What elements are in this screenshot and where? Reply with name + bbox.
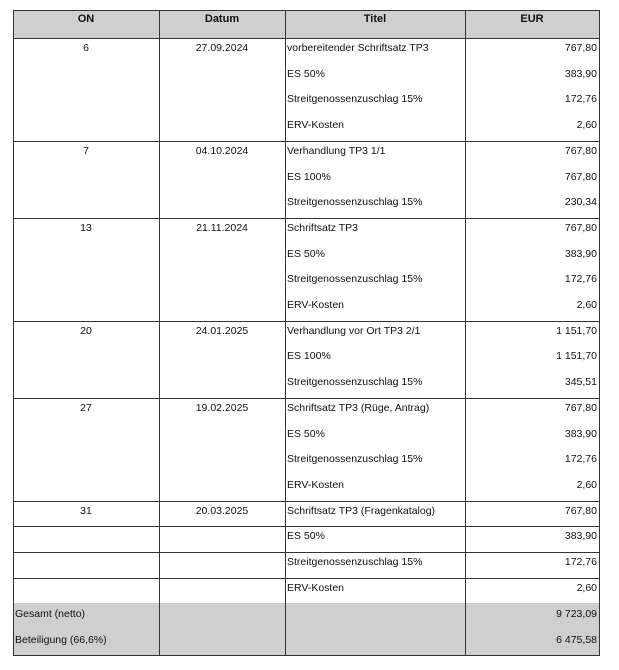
column-header-on: ON bbox=[77, 13, 95, 25]
on-cell: 20 bbox=[80, 324, 92, 337]
title-cell: Schriftsatz TP3 (Rüge, Antrag) bbox=[287, 401, 430, 414]
title-cell: ERV-Kosten bbox=[287, 119, 345, 132]
total-label: Gesamt (netto) bbox=[15, 608, 86, 621]
fee-table bbox=[13, 10, 599, 662]
eur-cell: 767,80 bbox=[564, 221, 597, 234]
eur-cell: 2,60 bbox=[576, 299, 597, 311]
title-cell: Streitgenossenzuschlag 15% bbox=[287, 273, 423, 286]
column-divider bbox=[285, 10, 286, 656]
title-cell: Streitgenossenzuschlag 15% bbox=[287, 93, 423, 106]
eur-cell: 172,76 bbox=[564, 93, 597, 106]
title-cell: Streitgenossenzuschlag 15% bbox=[287, 196, 423, 209]
title-cell: ERV-Kosten bbox=[287, 299, 345, 311]
eur-cell: 767,80 bbox=[564, 170, 597, 183]
row-divider bbox=[13, 321, 600, 322]
title-cell: ES 100% bbox=[287, 170, 331, 183]
title-cell: ES 50% bbox=[287, 67, 325, 80]
row-divider bbox=[13, 552, 600, 553]
row-divider bbox=[13, 655, 600, 656]
title-cell: Streitgenossenzuschlag 15% bbox=[287, 376, 423, 389]
eur-cell: 230,34 bbox=[564, 196, 597, 209]
eur-cell: 172,76 bbox=[564, 453, 597, 466]
date-cell: 04.10.2024 bbox=[195, 144, 249, 157]
eur-cell: 172,76 bbox=[564, 556, 597, 568]
on-cell: 13 bbox=[80, 221, 92, 234]
title-cell: ERV-Kosten bbox=[287, 581, 345, 594]
eur-cell: 383,90 bbox=[564, 67, 597, 80]
title-cell: Schriftsatz TP3 (Fragenkatalog) bbox=[287, 504, 436, 517]
row-divider bbox=[13, 38, 600, 39]
title-cell: Verhandlung vor Ort TP3 2/1 bbox=[287, 324, 421, 337]
column-divider bbox=[13, 10, 14, 656]
column-header-eur: EUR bbox=[520, 13, 544, 25]
on-cell: 27 bbox=[80, 401, 92, 414]
title-cell: vorbereitender Schriftsatz TP3 bbox=[287, 42, 429, 54]
eur-cell: 383,90 bbox=[564, 247, 597, 260]
eur-cell: 1 151,70 bbox=[556, 350, 597, 363]
row-divider bbox=[13, 501, 600, 502]
row-divider bbox=[13, 141, 600, 142]
title-cell: Streitgenossenzuschlag 15% bbox=[287, 556, 423, 568]
title-cell: ERV-Kosten bbox=[287, 478, 345, 491]
on-cell: 31 bbox=[80, 504, 92, 517]
on-cell: 7 bbox=[83, 144, 89, 157]
eur-cell: 1 151,70 bbox=[556, 324, 597, 337]
title-cell: ES 50% bbox=[287, 530, 325, 543]
total-value: 6 475,58 bbox=[556, 634, 597, 647]
eur-cell: 767,80 bbox=[564, 401, 597, 414]
date-cell: 24.01.2025 bbox=[195, 324, 249, 337]
title-cell: Verhandlung TP3 1/1 bbox=[287, 144, 386, 157]
date-cell: 21.11.2024 bbox=[196, 221, 248, 234]
eur-cell: 2,60 bbox=[576, 478, 597, 491]
title-cell: ES 50% bbox=[287, 427, 325, 440]
on-cell: 6 bbox=[83, 42, 89, 54]
column-divider bbox=[599, 10, 600, 656]
date-cell: 20.03.2025 bbox=[195, 504, 249, 517]
title-cell: ES 50% bbox=[287, 247, 325, 260]
eur-cell: 767,80 bbox=[564, 42, 597, 54]
eur-cell: 383,90 bbox=[564, 427, 597, 440]
row-divider bbox=[13, 10, 600, 11]
date-cell: 19.02.2025 bbox=[195, 401, 249, 414]
title-cell: ES 100% bbox=[287, 350, 331, 363]
row-divider bbox=[13, 526, 600, 527]
eur-cell: 2,60 bbox=[576, 119, 597, 132]
eur-cell: 345,51 bbox=[564, 376, 597, 389]
total-value: 9 723,09 bbox=[556, 608, 597, 621]
column-header-datum: Datum bbox=[204, 13, 240, 25]
row-divider bbox=[13, 578, 600, 579]
eur-cell: 767,80 bbox=[564, 504, 597, 517]
eur-cell: 767,80 bbox=[564, 144, 597, 157]
column-divider bbox=[465, 10, 466, 656]
row-divider bbox=[13, 218, 600, 219]
column-header-titel: Titel bbox=[363, 13, 387, 25]
column-divider bbox=[159, 10, 160, 656]
total-label: Beteiligung (66,6%) bbox=[15, 634, 107, 647]
eur-cell: 2,60 bbox=[576, 581, 597, 594]
eur-cell: 383,90 bbox=[564, 530, 597, 543]
date-cell: 27.09.2024 bbox=[195, 42, 249, 54]
eur-cell: 172,76 bbox=[564, 273, 597, 286]
title-cell: Streitgenossenzuschlag 15% bbox=[287, 453, 423, 466]
title-cell: Schriftsatz TP3 bbox=[287, 221, 358, 234]
row-divider bbox=[13, 398, 600, 399]
